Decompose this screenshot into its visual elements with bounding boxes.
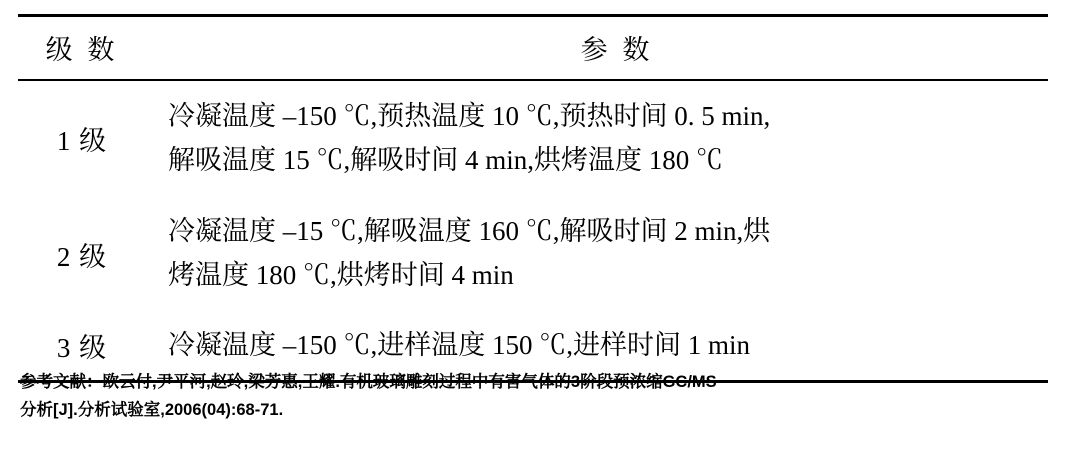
parameters-table: [18, 17, 1048, 79]
cell-parameters: [146, 196, 1048, 311]
parameters-table-container: [18, 14, 1048, 383]
parameter-line: 解吸温度 15 ℃,解吸时间 4 min,烘烤温度 180 ℃: [168, 144, 724, 175]
cell-level: 1 级: [56, 126, 108, 157]
table-header-row: [18, 17, 1048, 79]
parameter-line: 冷凝温度 –150 ℃,进样温度 150 ℃,进样时间 1 min: [168, 329, 751, 360]
parameter-line: 冷凝温度 –150 ℃,预热温度 10 ℃,预热时间 0. 5 min,: [168, 101, 771, 131]
reference-block: [20, 368, 1040, 425]
column-header-parameter: 参 数: [580, 35, 654, 65]
parameter-line: 冷凝温度 –15 ℃,解吸温度 160 ℃,解吸时间 2 min,烘: [168, 216, 771, 247]
table-header: [18, 17, 1048, 79]
table-row: [18, 81, 1048, 196]
reference-line: 参考文献：欧云付,尹平河,赵玲,梁芳惠,王耀.有机玻璃雕刻过程中有害气体的3阶段预浓缩GC/MS: [20, 373, 717, 391]
reference-line: 分析[J].分析试验室,2006(04):68-71.: [20, 401, 284, 420]
column-header-level: 级 数: [45, 35, 119, 65]
cell-level: 3 级: [56, 333, 108, 364]
cell-level: 2 级: [56, 241, 108, 272]
table-row: [18, 196, 1048, 311]
cell-parameters: [146, 81, 1048, 196]
parameter-line: 烤温度 180 ℃,烘烤时间 4 min: [168, 260, 514, 291]
parameters-table-body: [18, 81, 1048, 380]
